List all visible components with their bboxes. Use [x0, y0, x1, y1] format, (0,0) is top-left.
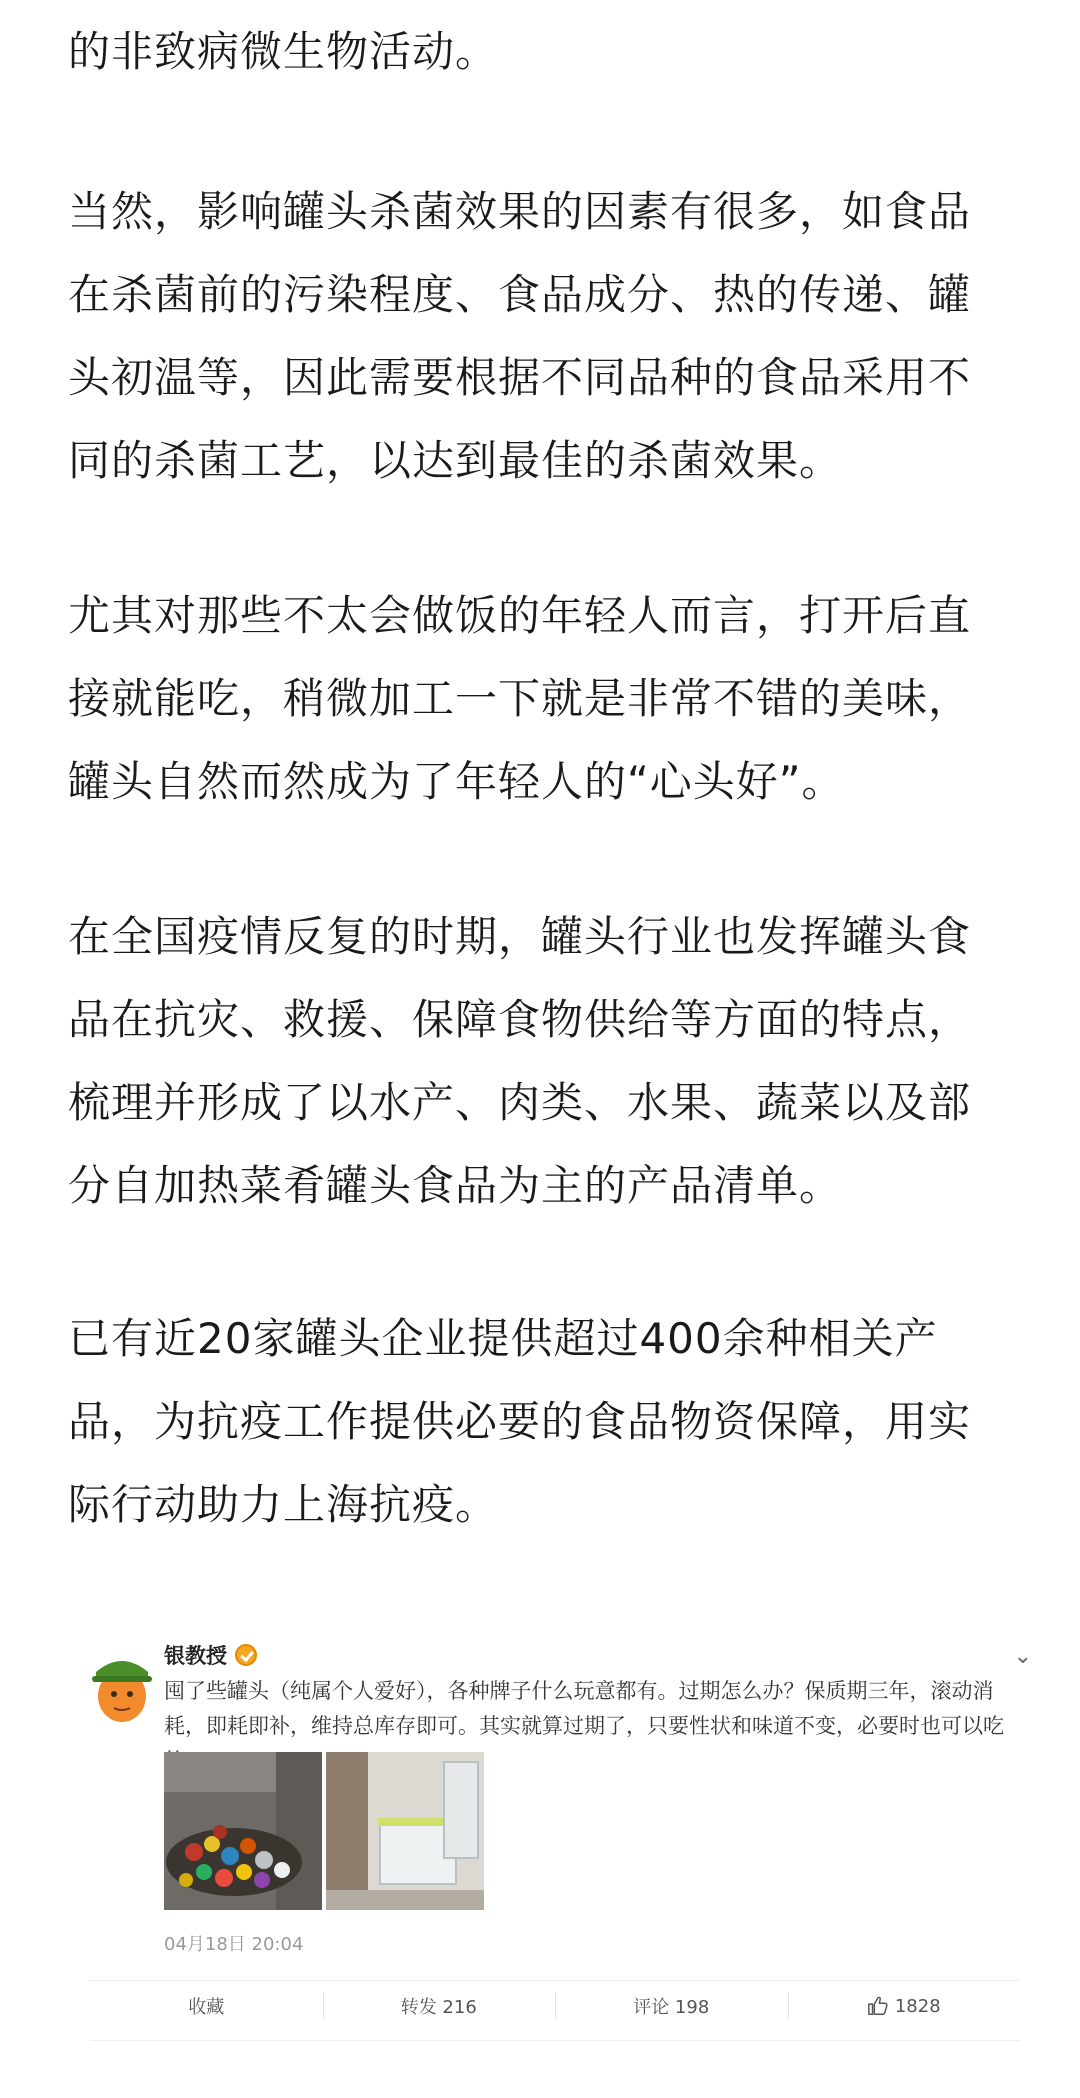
- repost-button[interactable]: [323, 1981, 556, 2031]
- divider: [90, 2040, 1020, 2041]
- text-line: 接就能吃，稍微加工一下就是非常不错的美味，: [68, 674, 972, 723]
- post-image-cans[interactable]: [164, 1752, 322, 1910]
- article-paragraph: [68, 170, 971, 502]
- post-text-line: 耗，即耗即补，维持总库存即可。其实就算过期了，只要性状和味道不变，必要时也可以吃: [164, 1714, 1004, 1738]
- article-paragraph: [68, 10, 498, 93]
- like-count: 1828: [894, 1995, 941, 2017]
- text-line: 罐头自然而然成为了年轻人的“心头好”。: [68, 757, 845, 806]
- text-line: 分自加热菜肴罐头食品为主的产品清单。: [68, 1161, 843, 1210]
- embedded-weibo-post: [90, 1630, 1032, 2050]
- post-text-line: 囤了些罐头（纯属个人爱好），各种牌子什么玩意都有。过期怎么办？保质期三年，滚动消: [164, 1679, 994, 1703]
- comment-label: 评论 198: [633, 1997, 710, 2018]
- text-line: 在杀菌前的污染程度、食品成分、热的传递、罐: [68, 270, 972, 319]
- comment-button[interactable]: [555, 1981, 788, 2031]
- post-timestamp: 04月18日 20:04: [164, 1934, 304, 1955]
- favorite-button[interactable]: [90, 1981, 323, 2031]
- repost-label: 转发 216: [400, 1997, 477, 2018]
- avatar[interactable]: [90, 1646, 154, 1726]
- text-line: 已有近20家罐头企业提供超过400余种相关产: [68, 1314, 938, 1363]
- article-paragraph: [68, 1297, 971, 1546]
- text-line: 在全国疫情反复的时期，罐头行业也发挥罐头食: [68, 912, 972, 961]
- text-line: 品在抗灾、救援、保障食物供给等方面的特点，: [68, 995, 972, 1044]
- thumbs-up-icon: [867, 1995, 889, 2017]
- like-button[interactable]: [788, 1981, 1021, 2031]
- post-action-bar: [90, 1980, 1020, 2031]
- article-paragraph: [68, 895, 971, 1227]
- text-line: 当然，影响罐头杀菌效果的因素有很多，如食品: [68, 187, 972, 236]
- text-line: 际行动助力上海抗疫。: [68, 1480, 499, 1529]
- author-row: [164, 1640, 257, 1670]
- article-paragraph: [68, 574, 971, 823]
- text-line: 头初温等，因此需要根据不同品种的食品采用不: [68, 353, 972, 402]
- text-line: 尤其对那些不太会做饭的年轻人而言，打开后直: [68, 591, 972, 640]
- verified-badge-icon: [235, 1644, 257, 1666]
- post-image-storage-box[interactable]: [326, 1752, 484, 1910]
- chevron-down-icon[interactable]: ⌄: [1013, 1644, 1032, 1669]
- favorite-label: 收藏: [188, 1997, 225, 2018]
- text-line: 同的杀菌工艺，以达到最佳的杀菌效果。: [68, 436, 843, 485]
- text-line: 品，为抗疫工作提供必要的食品物资保障，用实: [68, 1397, 972, 1446]
- text-line: 的非致病微生物活动。: [68, 27, 499, 76]
- text-line: 梳理并形成了以水产、肉类、水果、蔬菜以及部: [68, 1078, 972, 1127]
- author-name[interactable]: 银教授: [164, 1644, 227, 1668]
